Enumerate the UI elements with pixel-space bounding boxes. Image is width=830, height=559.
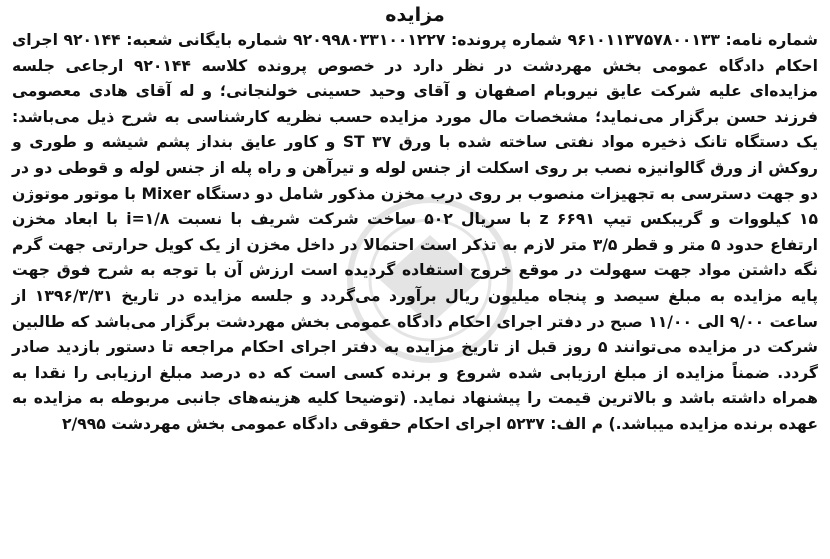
notice-title: مزایده: [385, 4, 445, 26]
notice-body: شماره نامه: ۹۶۱۰۱۱۳۷۵۷۸۰۰۱۳۳ شماره پرونده: ۹۲۰۹۹۸۰۳۳۱۰۰۱۲۲۷ شماره بایگانی شعبه: ۹۲۰۱۴۴ اجرای احکام دادگاه عمومی بخش مهردشت در نظر دارد در خصوص پرونده کلاسه ۹۲۰۱۴۴ ارجاعی جلسه مزایده‌ای علیه شرکت عایق نیروبام اصفهان و آقای وحید حسینی خولنجانی؛ و له آقای هادی معصومی فرزند حسن برگزار می‌نماید؛ مشخصات مال مورد مزایده حسب نظریه کارشناسی به شرح ذیل می‌باشد: یک دستگاه تانک ذخیره مواد نفتی ساخته شده با ورق ST ۳۷ و کاور عایق بنداز پشم شیشه و طوری و روکش از ورق گالوانیزه نصب بر روی اسکلت از جنس لوله و تیرآهن و راه پله از جنس لوله و قوطی دو در دو جهت دسترسی به تجهیزات منصوب بر روی درب مخزن مذکور شامل دو دستگاه Mixer با موتور موتوژن ۱۵ کیلووات و گریبکس تیپ z ۶۶۹۱ با سریال ۵۰۲ ساخت شرکت شریف با نسبت ۱/۸=i با ابعاد مخزن ارتفاع حدود ۵ متر و قطر ۳/۵ متر لازم به تذکر است احتمالا در داخل مخزن از یک کویل حرارتی جهت گرم نگه داشتن مواد جهت سهولت در موقع خروج استفاده گردیده است ارزش آن با توجه به شرح فوق جهت پایه مزایده به مبلغ سیصد و پنجاه میلیون ریال برآورد می‌گردد و جلسه مزایده در تاریخ ۱۳۹۶/۳/۳۱ از ساعت ۹/۰۰ الی ۱۱/۰۰ صبح در دفتر اجرای احکام دادگاه عمومی بخش مهردشت برگزار می‌باشد که طالبین شرکت در مزایده می‌توانند ۵ روز قبل از تاریخ مزایده به دفتر اجرای احکام مراجعه تا دستور بازدید صادر گردد. ضمناً مزایده از مبلغ ارزیابی شده شروع و برنده کسی است که ده درصد مبلغ ارزیابی را نقدا به همراه داشته باشد و بالاترین قیمت را پیشنهاد نماید. (توضیحا کلیه هزینه‌های جانبی مربوطه به مزایده به عهده برنده مزایده میباشد.) م الف: ۵۲۳۷ اجرای احکام حقوقی دادگاه عمومی بخش مهردشت ۲/۹۹۵: [12, 31, 819, 433]
